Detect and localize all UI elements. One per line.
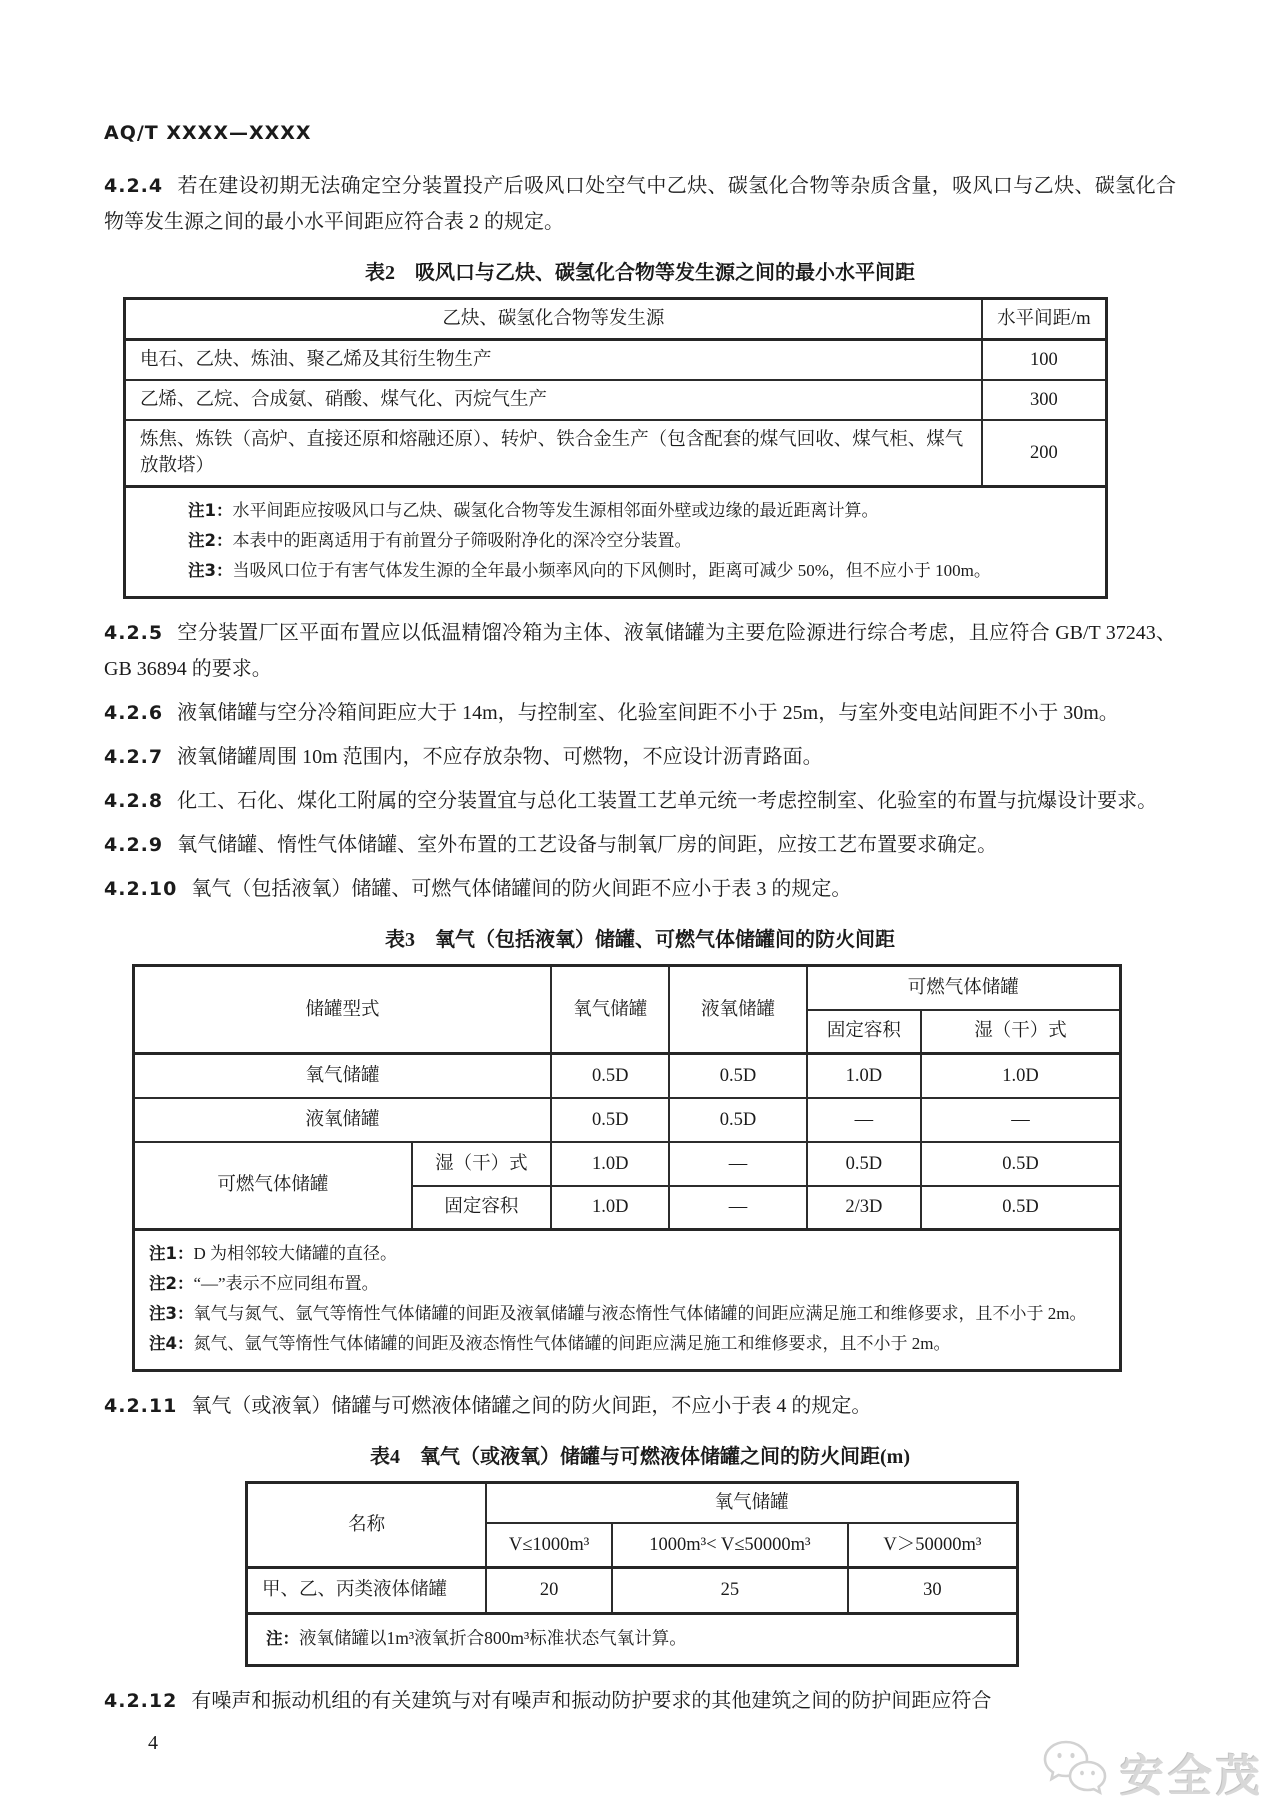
table-row (134, 1054, 1121, 1098)
note-text: 本表中的距离适用于有前置分子筛吸附净化的深冷空分装置。 (232, 531, 692, 550)
clause-4-2-6 (104, 695, 1176, 731)
table-cell: 氧气储罐 (134, 1054, 551, 1098)
table4-header-v3: V＞50000m³ (848, 1523, 1018, 1567)
document-code: AQ/T XXXX—XXXX (104, 122, 312, 144)
table3 (132, 964, 1122, 1372)
clause-number: 4.2.11 (104, 1395, 178, 1417)
table-cell: — (921, 1098, 1120, 1142)
note-label: 注1： (188, 501, 233, 520)
page-number: 4 (148, 1732, 158, 1754)
clause-number: 4.2.5 (104, 622, 164, 644)
table-cell: 0.5D (921, 1142, 1120, 1186)
table-cell: 25 (612, 1567, 848, 1613)
note-label: 注3： (149, 1304, 194, 1323)
table3-notes (134, 1230, 1121, 1371)
table-notes-cell (125, 487, 1107, 598)
table-row (125, 340, 1107, 381)
watermark (1040, 1738, 1264, 1805)
clause-text: 有噪声和振动机组的有关建筑与对有噪声和振动防护要求的其他建筑之间的防护间距应符合 (191, 1689, 992, 1712)
clause-number: 4.2.7 (104, 746, 164, 768)
note-line (188, 556, 1091, 586)
clause-text: 氧气（包括液氧）储罐、可燃气体储罐间的防火间距不应小于表 3 的规定。 (191, 878, 852, 900)
note-text: 液氧储罐以1m³液氧折合800m³标准状态气氧计算。 (299, 1627, 687, 1648)
table-cell: 甲、乙、丙类液体储罐 (247, 1567, 487, 1613)
clause-text: 液氧储罐与空分冷箱间距应大于 14m，与控制室、化验室间距不小于 25m，与室外变电站间距不小于 30m。 (177, 702, 1119, 724)
table-cell: — (807, 1098, 921, 1142)
clause-text: 化工、石化、煤化工附属的空分装置宜与总化工装置工艺单元统一考虑控制室、化验室的布置与抗爆设计要求。 (177, 790, 1158, 812)
clause-4-2-9 (104, 827, 1176, 863)
table-notes-cell (247, 1613, 1018, 1665)
clause-number: 4.2.10 (104, 878, 178, 900)
table-cell: 0.5D (669, 1054, 806, 1098)
note-text: 当吸风口位于有害气体发生源的全年最小频率风向的下风侧时，距离可减少 50%，但不应小于 100m。 (232, 561, 991, 580)
table-cell: 电石、乙炔、炼油、聚乙烯及其衍生物生产 (125, 340, 982, 381)
table-cell: — (669, 1142, 806, 1186)
table2 (123, 297, 1108, 599)
table-row (134, 1142, 1121, 1186)
table-cell: 1.0D (551, 1186, 669, 1230)
table4-header-v2: 1000m³< V≤50000m³ (612, 1523, 848, 1567)
table2-notes (125, 487, 1107, 598)
clause-4-2-11 (104, 1388, 1176, 1424)
note-text: D 为相邻较大储罐的直径。 (193, 1244, 398, 1263)
table-row (134, 1098, 1121, 1142)
table-notes-cell (134, 1230, 1121, 1371)
table2-header-source: 乙炔、碳氢化合物等发生源 (125, 299, 982, 340)
note-line (188, 496, 1091, 526)
table4-caption: 表4 氧气（或液氧）储罐与可燃液体储罐之间的防火间距(m) (370, 1446, 910, 1468)
table-cell: 0.5D (551, 1098, 669, 1142)
clause-4-2-12 (104, 1683, 1176, 1719)
note-label: 注2： (149, 1274, 194, 1293)
clause-number: 4.2.9 (104, 834, 164, 856)
table2-caption: 表2 吸风口与乙炔、碳氢化合物等发生源之间的最小水平间距 (365, 262, 915, 284)
table-cell: 200 (982, 420, 1107, 487)
table-cell: 湿（干）式 (412, 1142, 551, 1186)
clause-number: 4.2.4 (104, 175, 164, 197)
table3-header-row-1 (134, 966, 1121, 1010)
clause-4-2-5 (104, 615, 1176, 687)
table2-header-row (125, 299, 1107, 340)
note-label: 注1： (149, 1244, 194, 1263)
note-label: 注3： (188, 561, 233, 580)
table4-header-row-1 (247, 1483, 1018, 1524)
note-label: 注： (266, 1628, 299, 1648)
note-text: 水平间距应按吸风口与乙炔、碳氢化合物等发生源相邻面外壁或边缘的最近距离计算。 (232, 501, 879, 520)
table-cell: 300 (982, 380, 1107, 420)
watermark-text: 安全茂 (1120, 1751, 1264, 1801)
table-cell: 1.0D (807, 1054, 921, 1098)
note-text: 氮气、氩气等惰性气体储罐的间距及液态惰性气体储罐的间距应满足施工和维修要求，且不小于 2m。 (193, 1334, 951, 1353)
table-cell: 液氧储罐 (134, 1098, 551, 1142)
table-cell: 20 (486, 1567, 612, 1613)
table-cell: 100 (982, 340, 1107, 381)
table-cell: 0.5D (807, 1142, 921, 1186)
clause-4-2-8 (104, 783, 1176, 819)
clause-number: 4.2.8 (104, 790, 164, 812)
note-label: 注2： (188, 531, 233, 550)
clause-text: 氧气储罐、惰性气体储罐、室外布置的工艺设备与制氧厂房的间距，应按工艺布置要求确定。 (177, 834, 998, 856)
table4-notes (247, 1613, 1018, 1665)
table-cell: 0.5D (921, 1186, 1120, 1230)
table3-header-fixed-volume: 固定容积 (807, 1010, 921, 1054)
table-cell: 乙烯、乙烷、合成氨、硝酸、煤气化、丙烷气生产 (125, 380, 982, 420)
table3-header-tank-type: 储罐型式 (134, 966, 551, 1054)
clause-4-2-7 (104, 739, 1176, 775)
note-line (149, 1239, 1105, 1269)
table-cell: 0.5D (669, 1098, 806, 1142)
note-label: 注4： (149, 1334, 194, 1353)
table3-header-flammable: 可燃气体储罐 (807, 966, 1121, 1010)
table3-header-oxygen: 氧气储罐 (551, 966, 669, 1054)
clause-4-2-4 (104, 168, 1176, 240)
table-cell: 固定容积 (412, 1186, 551, 1230)
table-row (247, 1567, 1018, 1613)
clause-text: 液氧储罐周围 10m 范围内，不应存放杂物、可燃物，不应设计沥青路面。 (177, 746, 823, 768)
table-cell: 1.0D (551, 1142, 669, 1186)
clause-text: 空分装置厂区平面布置应以低温精馏冷箱为主体、液氧储罐为主要危险源进行综合考虑，且应符合 GB/T 37243、GB 36894 的要求。 (104, 622, 1176, 680)
note-line (188, 526, 1091, 556)
note-text: “—”表示不应同组布置。 (193, 1274, 379, 1293)
note-line (149, 1329, 1105, 1359)
note-line (149, 1269, 1105, 1299)
table-cell: 炼焦、炼铁（高炉、直接还原和熔融还原）、转炉、铁合金生产（包含配套的煤气回收、煤气柜、煤气放散塔） (125, 420, 982, 487)
table4-header-oxygen-tank: 氧气储罐 (486, 1483, 1017, 1524)
table3-caption: 表3 氧气（包括液氧）储罐、可燃气体储罐间的防火间距 (385, 929, 895, 951)
clause-number: 4.2.12 (104, 1689, 178, 1712)
table2-header-distance: 水平间距/m (982, 299, 1107, 340)
table-row (125, 380, 1107, 420)
table4-header-v1: V≤1000m³ (486, 1523, 612, 1567)
table3-header-wet-dry: 湿（干）式 (921, 1010, 1120, 1054)
table-cell: — (669, 1186, 806, 1230)
note-line (149, 1299, 1105, 1329)
clause-number: 4.2.6 (104, 702, 164, 724)
clause-text: 若在建设初期无法确定空分装置投产后吸风口处空气中乙炔、碳氢化合物等杂质含量，吸风口与乙炔、碳氢化合物等发生源之间的最小水平间距应符合表 2 的规定。 (104, 175, 1176, 233)
note-text: 氧气与氮气、氩气等惰性气体储罐的间距及液氧储罐与液态惰性气体储罐的间距应满足施工和维修要求，且不小于 2m。 (193, 1304, 1087, 1323)
wechat-icon (1040, 1738, 1110, 1805)
table4 (245, 1481, 1019, 1667)
table-cell: 可燃气体储罐 (134, 1142, 412, 1230)
clause-4-2-10 (104, 871, 1176, 907)
table-cell: 30 (848, 1567, 1018, 1613)
table3-header-liquid-oxygen: 液氧储罐 (669, 966, 806, 1054)
table-cell: 1.0D (921, 1054, 1120, 1098)
table-cell: 0.5D (551, 1054, 669, 1098)
note-line (262, 1623, 1002, 1654)
table-cell: 2/3D (807, 1186, 921, 1230)
table4-header-name: 名称 (247, 1483, 487, 1568)
clause-text: 氧气（或液氧）储罐与可燃液体储罐之间的防火间距，不应小于表 4 的规定。 (191, 1395, 872, 1417)
table-row (125, 420, 1107, 487)
